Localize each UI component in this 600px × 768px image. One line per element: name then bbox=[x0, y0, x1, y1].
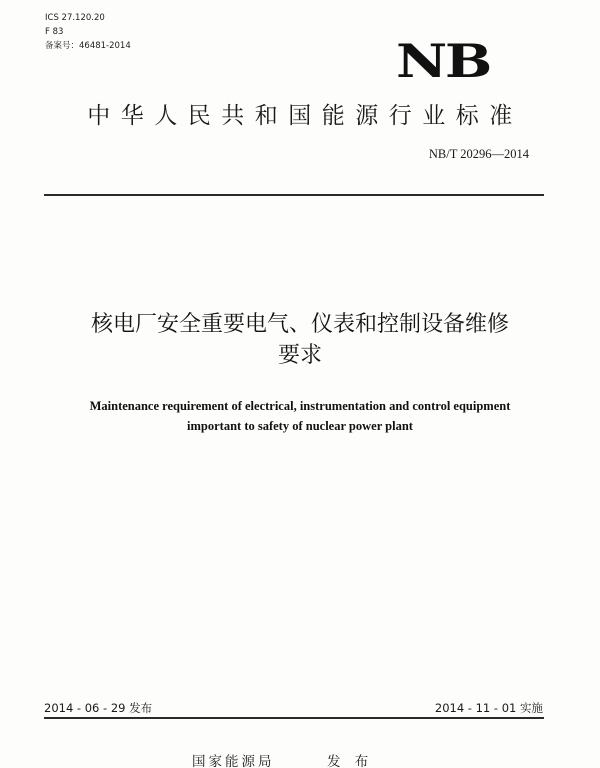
english-title bbox=[0, 396, 600, 436]
implementation-date: 2014 - 11 - 01 实施 bbox=[434, 701, 543, 715]
chinese-title-line-2: 要求 bbox=[277, 343, 322, 368]
publisher-name: 国家能源局 bbox=[192, 754, 275, 768]
chinese-title bbox=[0, 309, 600, 371]
english-title-line-1: Maintenance requirement of electrical, instrumentation and control equipment bbox=[89, 399, 511, 413]
classification-block bbox=[45, 11, 131, 53]
chinese-title-line-1: 核电厂安全重要电气、仪表和控制设备维修 bbox=[90, 312, 509, 337]
top-divider bbox=[44, 194, 544, 196]
bottom-divider bbox=[44, 717, 544, 719]
filing-number: 备案号：46481-2014 bbox=[45, 41, 131, 51]
publish-label: 发 布 bbox=[327, 754, 374, 768]
standard-number: NB/T 20296—2014 bbox=[428, 147, 529, 161]
standard-type-heading: 中华人民共和国能源行业标准 bbox=[87, 103, 523, 129]
class-code: F 83 bbox=[45, 27, 64, 37]
nb-logo: NB bbox=[396, 34, 490, 88]
english-title-line-2: important to safety of nuclear power plant bbox=[187, 419, 413, 433]
issue-date: 2014 - 06 - 29 发布 bbox=[44, 701, 153, 715]
ics-code: ICS 27.120.20 bbox=[45, 13, 105, 23]
